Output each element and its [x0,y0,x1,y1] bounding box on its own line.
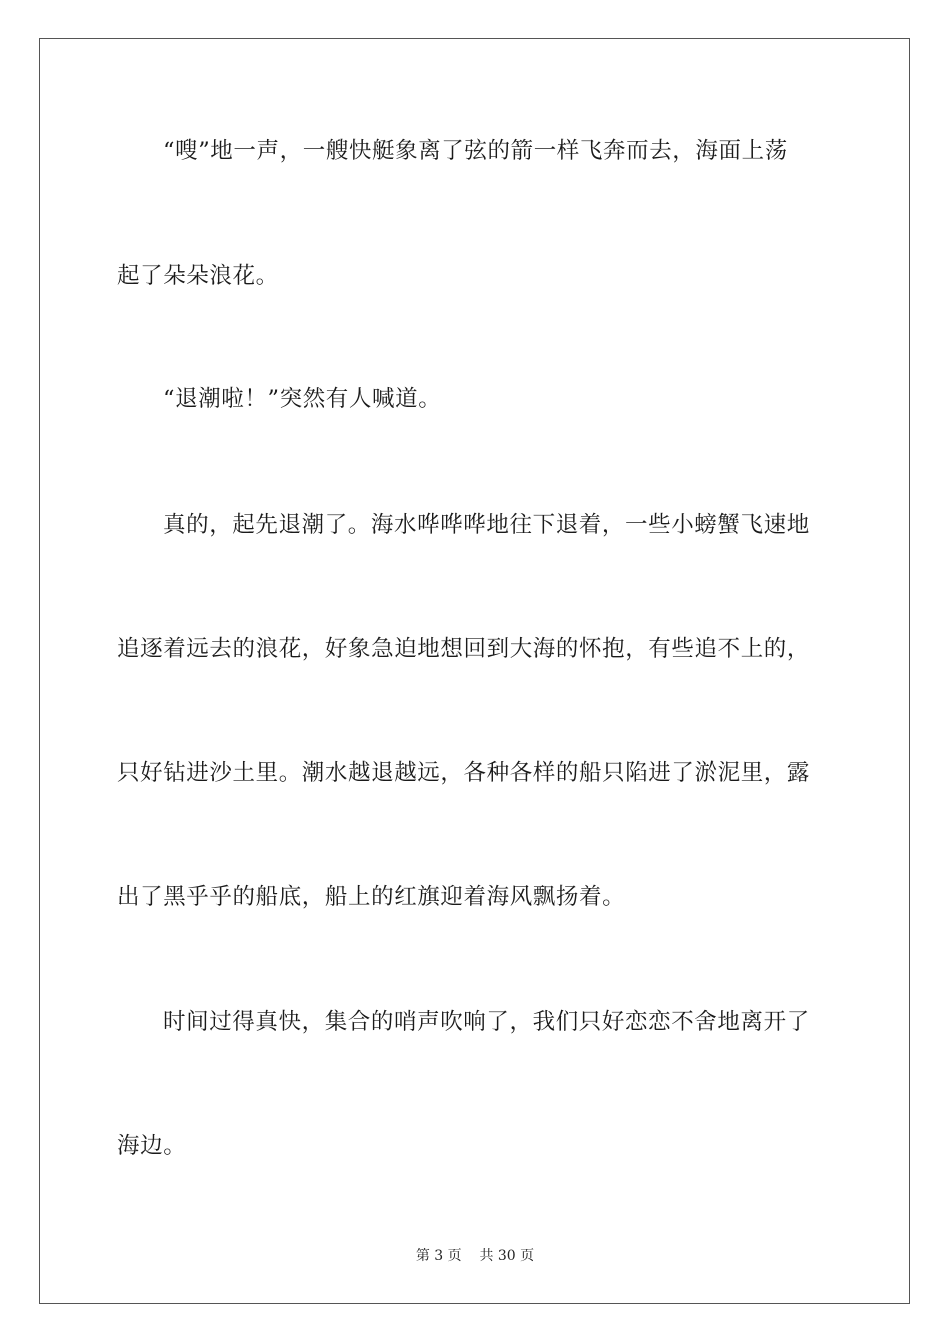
page-total: 共 30 页 [479,1248,535,1264]
page-border [39,38,910,1304]
paragraph-line: “嗖”地一声，一艘快艇象离了弦的箭一样飞奔而去，海面上荡 [163,138,788,164]
paragraph-line: 起了朵朵浪花。 [117,263,279,289]
paragraph-line: 只好钻进沙土里。潮水越退越远，各种各样的船只陷进了淤泥里，露 [117,760,811,786]
paragraph-line: “退潮啦！”突然有人喊道。 [163,386,442,412]
paragraph-line: 真的，起先退潮了。海水哗哗哗地往下退着，一些小螃蟹飞速地 [163,512,810,538]
paragraph-line: 出了黑乎乎的船底，船上的红旗迎着海风飘扬着。 [117,884,626,910]
page-footer [0,1246,950,1266]
paragraph-line: 海边。 [117,1133,187,1159]
page-number: 第 3 页 [415,1248,462,1264]
paragraph-line: 追逐着远去的浪花，好象急迫地想回到大海的怀抱，有些追不上的， [117,636,811,662]
paragraph-line: 时间过得真快，集合的哨声吹响了，我们只好恋恋不舍地离开了 [163,1009,810,1035]
